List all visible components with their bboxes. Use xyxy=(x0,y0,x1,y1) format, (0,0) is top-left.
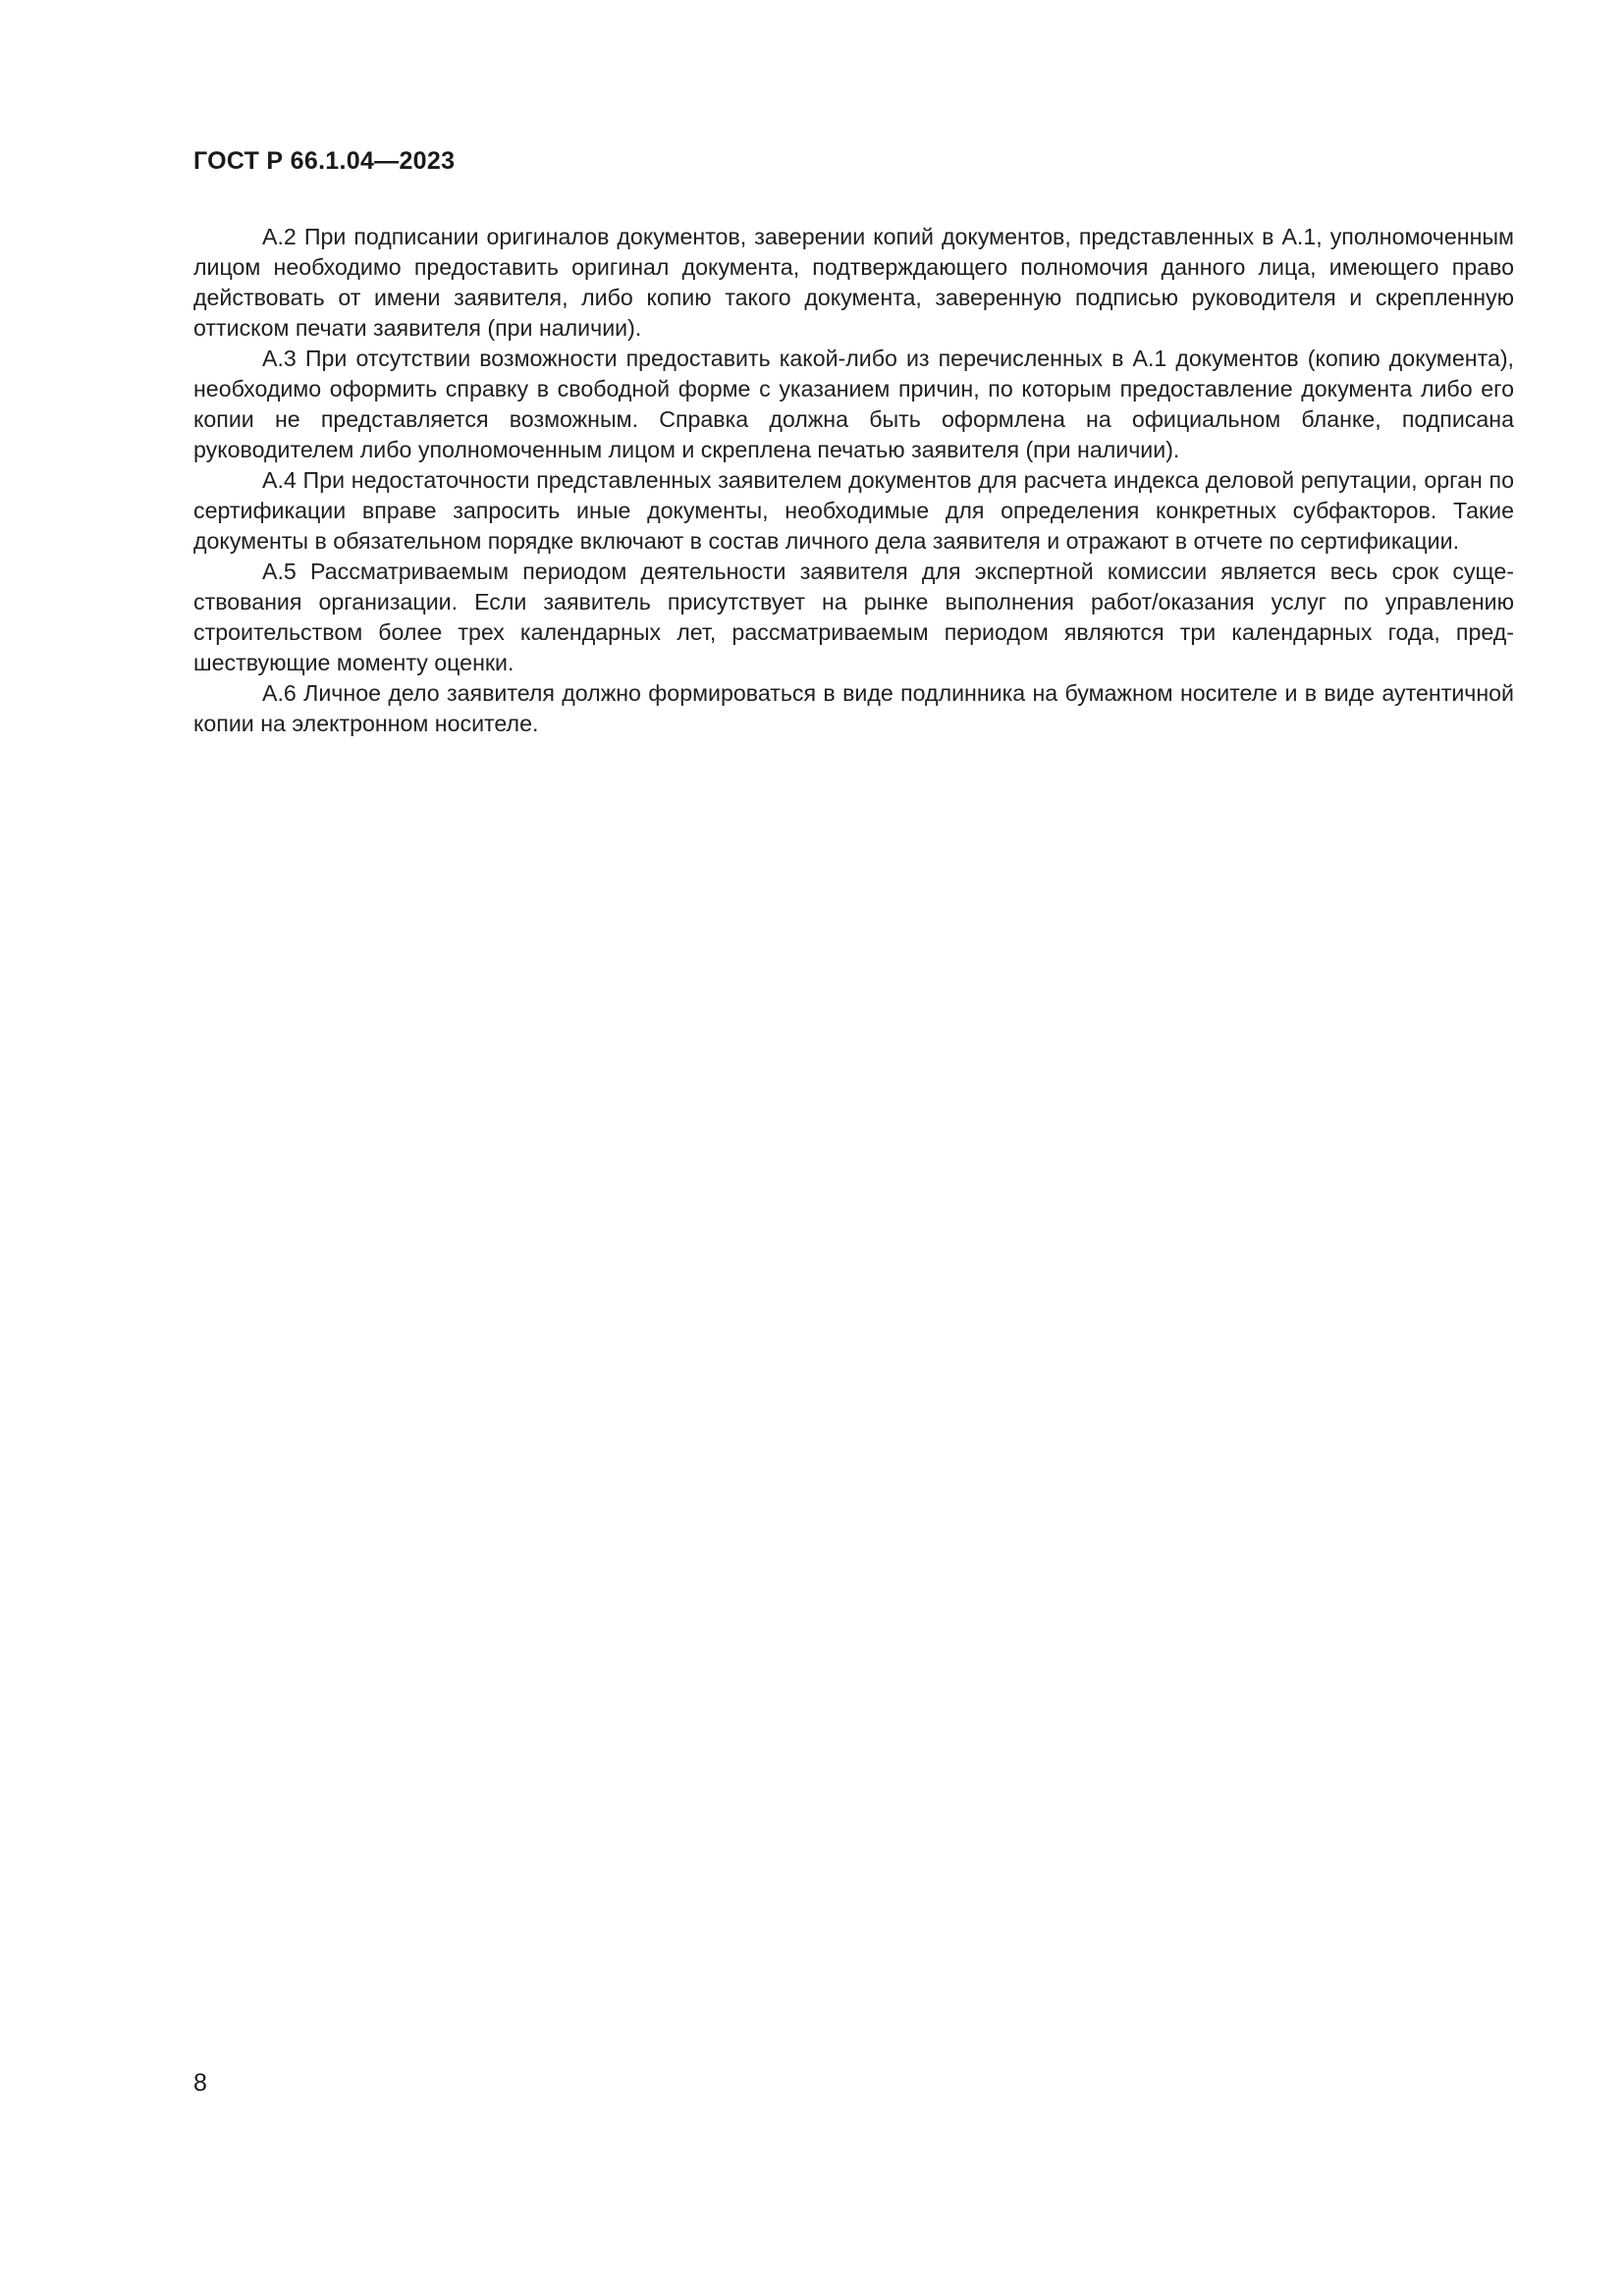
paragraph-a3: А.3 При отсутствии возможности предоставить какой-либо из перечисленных в А.1 документов (копию документа), необходимо оформить справку в свободной форме с указанием причин, по которым предоставление документа либо его копии не представляется возможным. Справка должна быть оформлена на официальном бланке, подписана руководителем либо уполномоченным лицом и скреплена печатью заявителя (при наличии). xyxy=(193,346,1514,462)
standard-id-header: ГОСТ Р 66.1.04—2023 xyxy=(193,147,456,175)
paragraph-a5: А.5 Рассматриваемым периодом деятельности заявителя для экспертной комиссии является весь срок существования организации. Если заявитель присутствует на рынке выполнения работ/оказания услуг по управлению строительством более трех календарных лет, рассматриваемым периодом являются три календарных года, предшествующие моменту оценки. xyxy=(193,559,1514,675)
paragraph-a4: А.4 При недостаточности представленных заявителем документов для расчета индекса деловой репутации, орган по сертификации вправе запросить иные документы, необходимые для определения конкретных субфакторов. Такие документы в обязательном порядке включают в состав личного дела заявителя и отражают в отчете по сертификации. xyxy=(193,467,1514,554)
annex-body-text xyxy=(193,222,1514,739)
paragraph-a6: А.6 Личное дело заявителя должно формироваться в виде подлинника на бумажном носителе и в виде аутентичной копии на электронном носителе. xyxy=(193,680,1514,736)
paragraph-a2: А.2 При подписании оригиналов документов, заверении копий документов, представленных в А.1, уполномоченным лицом необходимо предоставить оригинал документа, подтверждающего полномочия данного лица, имеющего право действовать от имени заявителя, либо копию такого документа, заверенную подписью руководителя и скрепленную оттиском печати заявителя (при наличии). xyxy=(193,224,1514,341)
page-number: 8 xyxy=(193,2069,207,2097)
